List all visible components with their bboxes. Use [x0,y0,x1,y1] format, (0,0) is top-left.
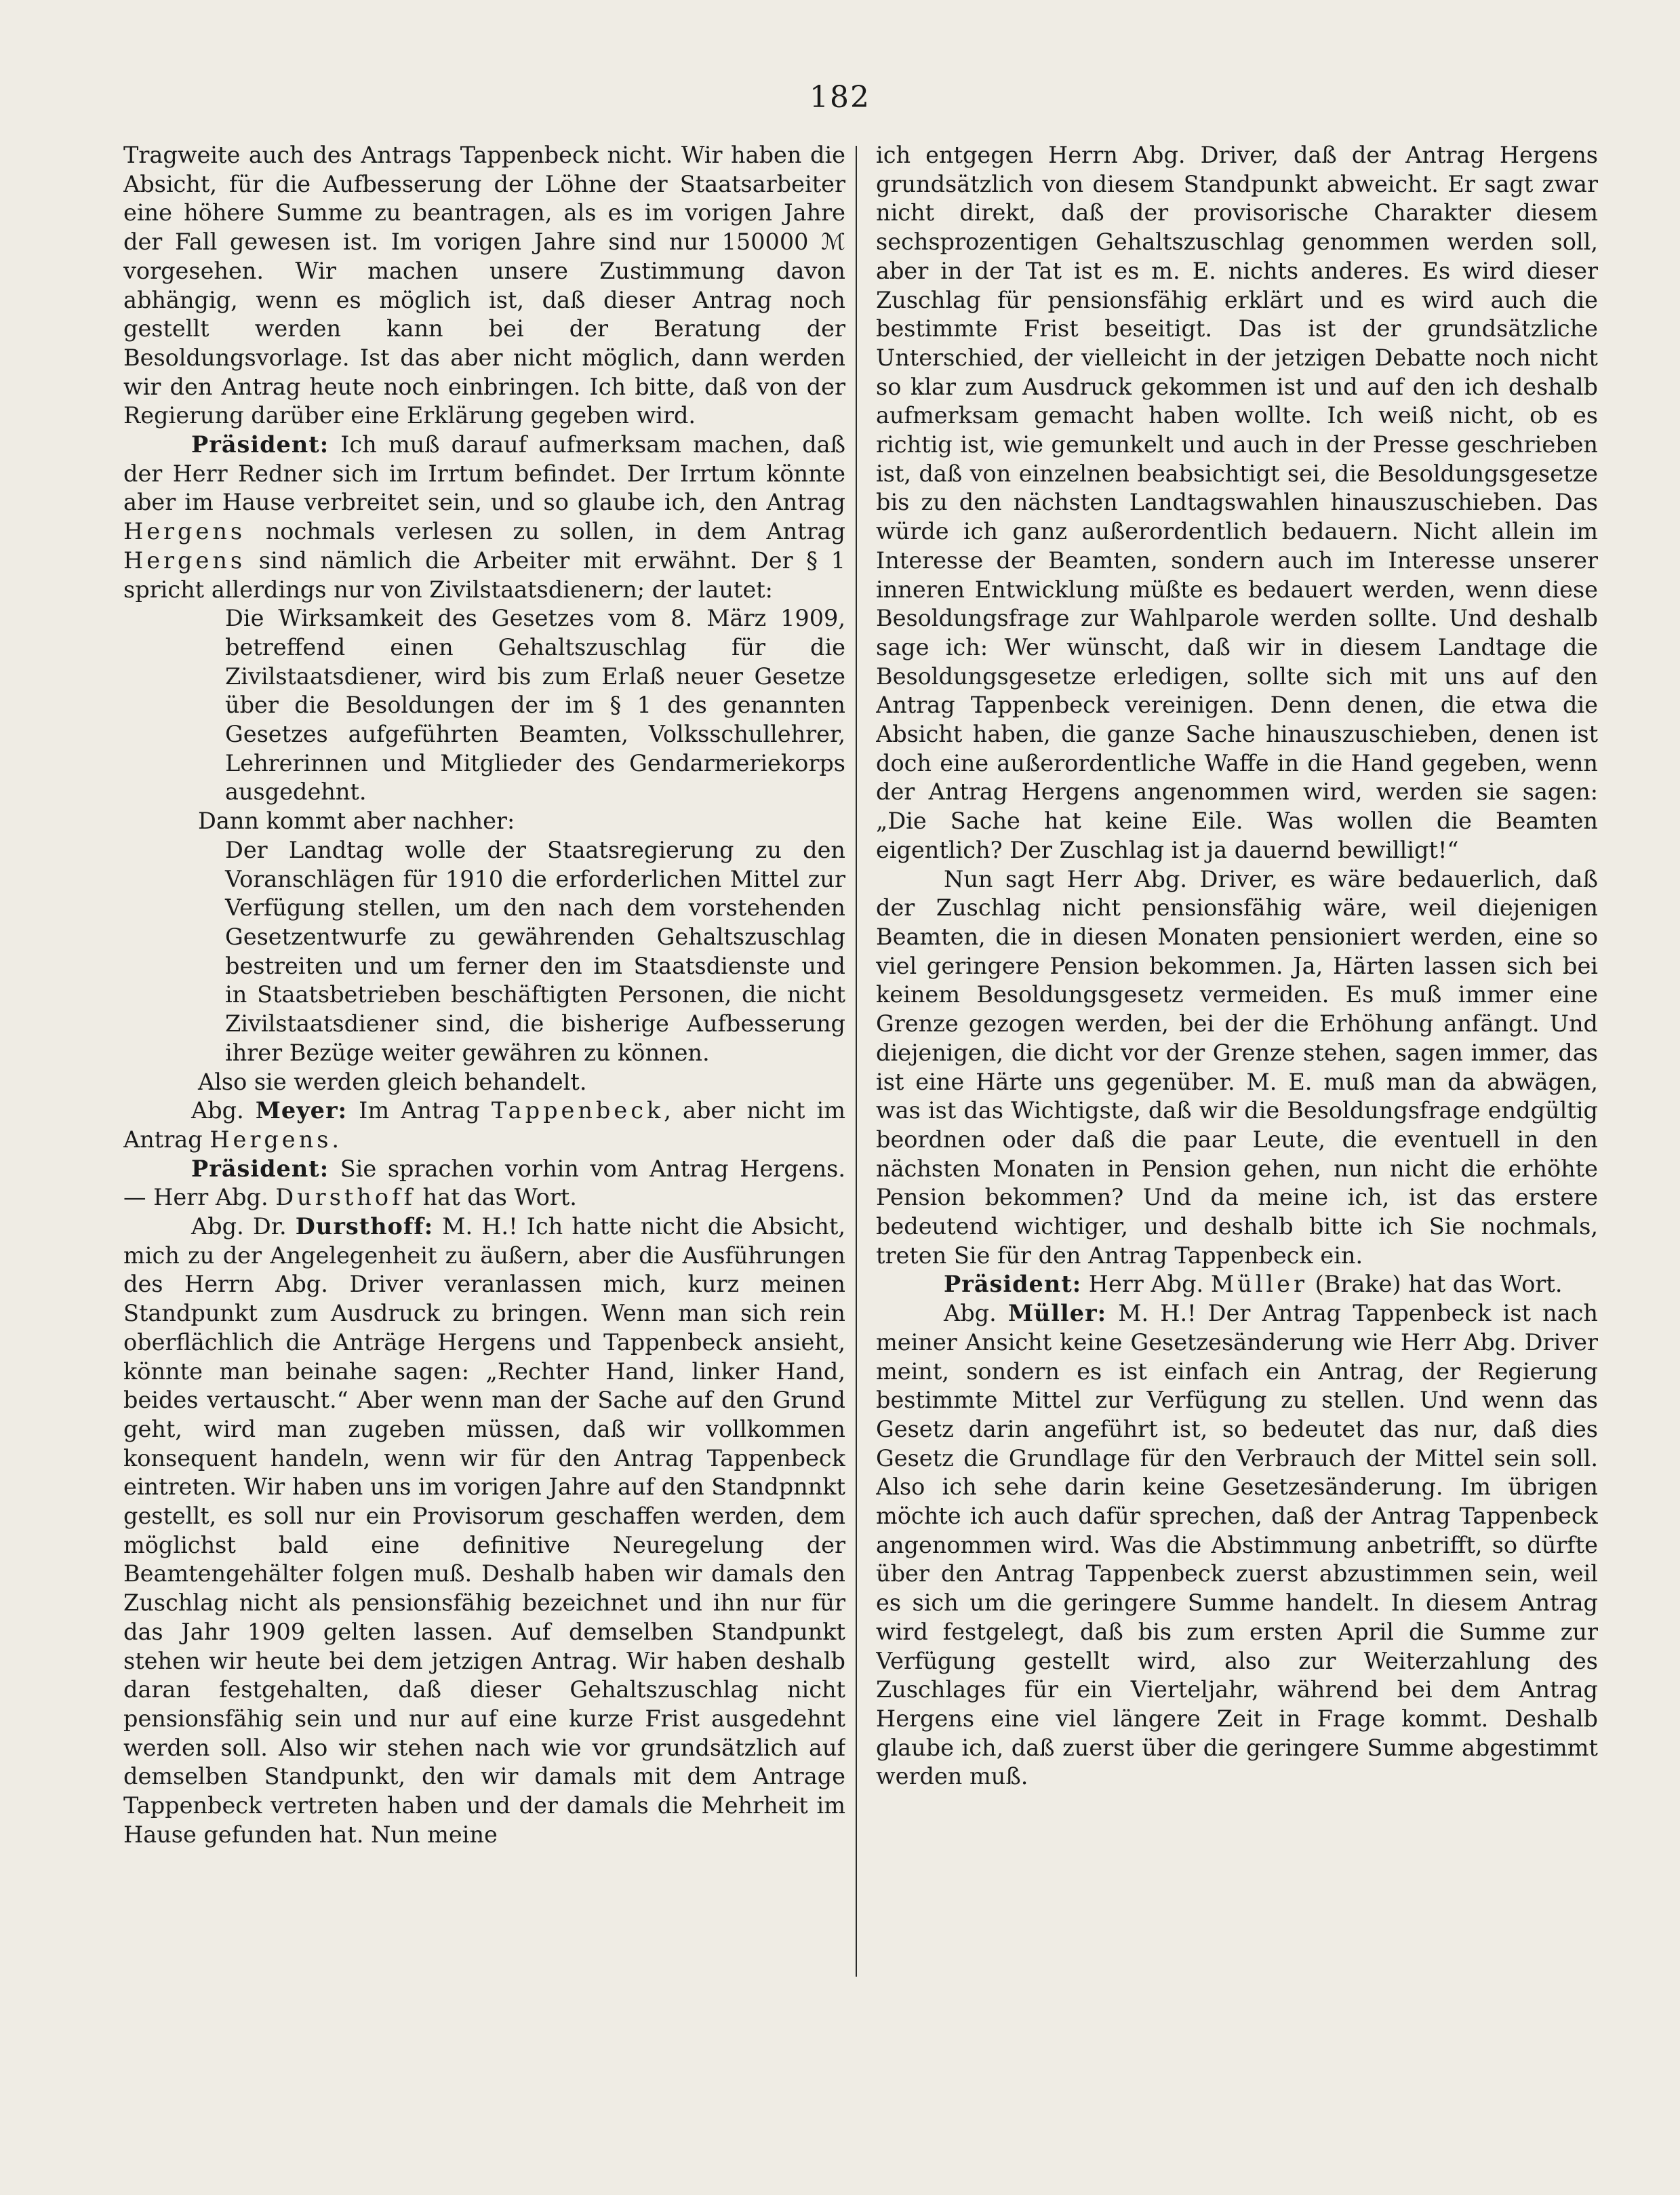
paragraph-meyer [123,1096,845,1154]
paragraph-mueller [876,1299,1598,1792]
text-run: M. H.! Ich hatte nicht die Absicht, mich zu der Angelegenheit zu äußern, aber die Ausführungen des Herrn Abg. Driver veranlassen mich, kurz meinen Standpunkt zum Ausdruck zu bringen. Wenn man sich rein oberflächlich die Anträge Hergens und Tappenbeck ansieht, könnte man beinahe sagen: „Rechter Hand, linker Hand, beides vertauscht.“ Aber wenn man der Sache auf den Grund geht, wird man zugeben müssen, daß wir vollkommen konsequent handeln, wenn wir für den Antrag Tappenbeck eintreten. Wir haben uns im vorigen Jahre auf den Standpnnkt gestellt, es soll nur ein Provisorum geschaffen werden, dem möglichst bald eine definitive Neuregelung der Beamtengehälter folgen muß. Deshalb haben wir damals den Zuschlag nicht als pensionsfähig bezeichnet und ihn nur für das Jahr 1909 gelten lassen. Auf demselben Standpunkt stehen wir heute bei dem jetzigen Antrag. Wir haben deshalb daran festgehalten, daß dieser Gehaltszuschlag nicht pensionsfähig sein und nur auf eine kurze Frist ausgedehnt werden soll. Also wir stehen nach wie vor grundsätzlich auf demselben Standpunkt, den wir damals mit dem Antrage Tappenbeck vertreten haben und der damals die Mehrheit im Hause gefunden hat. Nun meine [123,1213,845,1848]
text-run: (Brake) hat das Wort. [1307,1271,1563,1298]
text-run: Abg. [191,1097,256,1124]
speaker-name: Präsident: [191,1155,329,1182]
speaker-name: Müller: [1007,1300,1107,1327]
paragraph-dursthoff [123,1212,845,1849]
speaker-name: Dursthoff: [295,1213,434,1240]
text-run: nochmals verlesen zu sollen, in dem Antrag [245,518,845,545]
spaced-name: Tappenbeck [491,1097,664,1124]
page-number: 182 [809,80,871,115]
text-run: hat das Wort. [415,1184,577,1211]
text-run: Abg. Dr. [191,1213,296,1240]
spaced-name: Hergens [209,1126,332,1153]
text-run: Ich muß darauf aufmerksam machen, daß der Herr Redner sich im Irrtum befindet. Der Irrtum könnte aber im Hause verbreitet sein, und so glaube ich, den Antrag [123,431,845,516]
text-run: M. H.! Der Antrag Tappenbeck ist nach meiner Ansicht keine Gesetzesänderung wie Herr Abg. Driver meint, sondern es ist einfach ein Antrag, der Regierung bestimmte Mittel zur Verfügung zu stellen. Und wenn das Gesetz darin angeführt ist, so bedeutet das nur, daß dies Gesetz die Grundlage für den Verbrauch der Mittel sein soll. Also ich sehe darin keine Gesetzesänderung. Im übrigen möchte ich auch dafür sprechen, daß der Antrag Tappenbeck angenommen wird. Was die Abstimmung anbetrifft, so dürfte über den Antrag Tappenbeck zuerst abzustimmen sein, weil es sich um die geringere Summe handelt. In diesem Antrag wird festgelegt, daß bis zum ersten April die Summe zur Verfügung gestellt wird, also zur Weiterzahlung des Zuschlages für ein Vierteljahr, während bei dem Antrag Hergens eine viel längere Zeit in Frage kommt. Deshalb glaube ich, daß zuerst über die geringere Summe abgestimmt werden muß. [876,1300,1598,1790]
spaced-name: Dursthoff [275,1184,416,1211]
text-run: sind nämlich die Arbeiter mit erwähnt. Der § 1 spricht allerdings nur von Zivilstaatsdienern; der lautet: [123,547,845,603]
text-run: Abg. [944,1300,1008,1327]
quoted-motion-text: Der Landtag wolle der Staatsregierung zu den Voranschlägen für 1910 die erforderlichen Mittel zur Verfügung stellen, um den nach dem vorstehenden Gesetzentwurfe zu gewährenden Gehaltszuschlag bestreiten und um ferner den im Staatsdienste und in Staatsbetrieben beschäftigten Personen, die nicht Zivilstaatsdiener sind, die bisherige Aufbesserung ihrer Bezüge weiter gewähren zu können. [225,836,845,1066]
paragraph-president [876,1270,1598,1299]
paragraph: Also sie werden gleich behandelt. [198,1068,587,1095]
text-run: . [332,1126,340,1153]
speaker-name: Meyer: [255,1097,348,1124]
text-run: Herr Abg. [1081,1271,1211,1298]
quoted-law-text: Die Wirksamkeit des Gesetzes vom 8. März 1909, betreffend einen Gehaltszuschlag für die Zivilstaatsdiener, wird bis zum Erlaß neuer Gesetze über die Besoldungen der im § 1 des genannten Gesetzes aufgeführten Beamten, Volksschullehrer, Lehrerinnen und Mitglieder des Gendarmeriekorps ausgedehnt. [225,605,845,806]
speaker-name: Präsident: [191,431,329,458]
paragraph: Dann kommt aber nachher: [198,808,515,835]
text-run: Sie sprachen vorhin vom Antrag Hergens. — Herr Abg. [123,1155,845,1211]
paragraph-president [123,431,845,604]
paragraph: Tragweite auch des Antrags Tappenbeck nicht. Wir haben die Absicht, für die Aufbesserung der Löhne der Staatsarbeiter eine höhere Summe zu beantragen, als es im vorigen Jahre der Fall gewesen ist. Im vorigen Jahre sind nur 150000 ℳ vorgesehen. Wir machen unsere Zustimmung davon abhängig, wenn es möglich ist, daß dieser Antrag noch gestellt werden kann bei der Beratung der Besoldungsvorlage. Ist das aber nicht möglich, dann werden wir den Antrag heute noch einbringen. Ich bitte, daß von der Regierung darüber eine Erklärung gegeben wird. [123,142,845,429]
paragraph: Nun sagt Herr Abg. Driver, es wäre bedauerlich, daß der Zuschlag nicht pensionsfähig wäre, weil diejenigen Beamten, die in diesen Monaten pensioniert werden, eine so viel geringere Pension bekommen. Ja, Härten lassen sich bei keinem Besoldungsgesetz vermeiden. Es muß immer eine Grenze gezogen werden, bei der die Erhöhung anfängt. Und diejenigen, die dicht vor der Grenze stehen, sagen immer, das ist eine Härte uns gegenüber. M. E. muß man da abwägen, was ist das Wichtigste, daß wir die Besoldungsfrage endgültig beordnen oder daß die paar Leute, die eventuell in den nächsten Monaten in Pension gehen, nun nicht die erhöhte Pension bekommen? Und da meine ich, ist das erstere bedeutend wichtiger, und deshalb bitte ich Sie nochmals, treten Sie für den Antrag Tappenbeck ein. [876,865,1598,1269]
spaced-name: Hergens [123,547,246,574]
left-column [123,141,845,2148]
speaker-name: Präsident: [944,1271,1082,1298]
paragraph: ich entgegen Herrn Abg. Driver, daß der Antrag Hergens grundsätzlich von diesem Standpunkt abweicht. Er sagt zwar nicht direkt, daß der provisorische Charakter diesem sechsprozentigen Gehaltszuschlag genommen werden soll, aber in der Tat ist es m. E. nichts anderes. Es wird dieser Zuschlag für pensionsfähig erklärt und es wird auch die bestimmte Frist beseitigt. Das ist der grundsätzliche Unterschied, der vielleicht in der jetzigen Debatte noch nicht so klar zum Ausdruck gekommen ist und auf den ich deshalb aufmerksam gemacht haben wollte. Ich weiß nicht, ob es richtig ist, wie gemunkelt und auch in der Presse geschrieben ist, daß von einzelnen beabsichtigt sei, die Besoldungsgesetze bis zu den nächsten Landtagswahlen hinauszuschieben. Das würde ich ganz außerordentlich bedauern. Nicht allein im Interesse der Beamten, sondern auch im Interesse unserer inneren Entwicklung müßte es bedauert werden, wenn diese Besoldungsfrage zur Wahlparole werden sollte. Und deshalb sage ich: Wer wünscht, daß wir in diesem Landtage die Besoldungsgesetze erledigen, sollte sich mit uns auf den Antrag Tappenbeck vereinigen. Denn denen, die etwa die Absicht haben, die ganze Sache hinauszuschieben, denen ist doch eine außerordentliche Waffe in die Hand gegeben, wenn der Antrag Hergens angenommen wird, werden sie sagen: „Die Sache hat keine Eile. Was wollen die Beamten eigentlich? Der Zuschlag ist ja dauernd bewilligt!“ [876,142,1598,863]
spaced-name: Hergens [123,518,246,545]
right-column [876,141,1598,2148]
column-divider [856,146,857,1977]
paragraph-president [123,1155,845,1212]
text-run: Im Antrag [347,1097,492,1124]
text-run: , aber nicht im Antrag [123,1097,845,1153]
spaced-name: Müller [1210,1271,1308,1298]
